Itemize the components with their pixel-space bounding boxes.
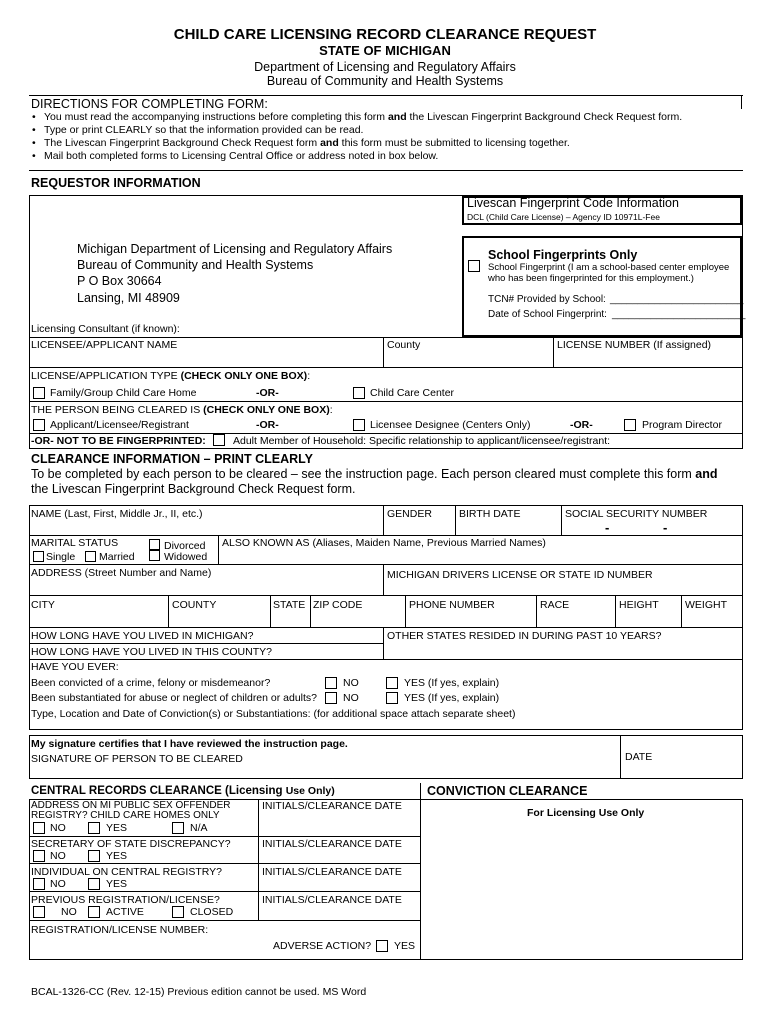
license-number-label: LICENSE NUMBER (If assigned) <box>557 339 712 351</box>
program-director-checkbox[interactable] <box>624 419 636 431</box>
school-fingerprint-text2: who has been fingerprinted for this employment.) <box>488 273 694 284</box>
applicant-label: Applicant/Licensee/Registrant <box>50 419 189 431</box>
ssn-label: SOCIAL SECURITY NUMBER <box>565 508 708 520</box>
convicted-yes-label: YES (If yes, explain) <box>404 677 500 689</box>
previous-registration-active-checkbox[interactable] <box>88 906 100 918</box>
ssn-dash: - <box>605 520 610 535</box>
family-home-label: Family/Group Child Care Home <box>50 387 197 399</box>
initials-date-label: INITIALS/CLEARANCE DATE <box>262 866 402 878</box>
previous-registration-no-label: NO <box>61 906 77 918</box>
previous-registration-closed-checkbox[interactable] <box>172 906 184 918</box>
adverse-action-yes-label: YES <box>394 940 416 952</box>
adult-household-checkbox[interactable] <box>213 434 225 446</box>
central-registry-no-label: NO <box>50 878 66 890</box>
single-checkbox[interactable] <box>33 551 44 562</box>
sex-offender-yes-label: YES <box>106 822 128 834</box>
conviction-clearance-heading: CONVICTION CLEARANCE <box>427 784 588 798</box>
certify-statement: My signature certifies that I have reviewed the instruction page. <box>31 738 348 750</box>
lived-county-label: HOW LONG HAVE YOU LIVED IN THIS COUNTY? <box>31 646 272 658</box>
child-care-center-checkbox[interactable] <box>353 387 365 399</box>
mailing-address-line3: P O Box 30664 <box>77 274 162 288</box>
school-fingerprint-text1: School Fingerprint (I am a school-based center employee <box>488 262 730 273</box>
sex-offender-yes-checkbox[interactable] <box>88 822 100 834</box>
name-label: NAME (Last, First, Middle Jr., II, etc.) <box>31 508 203 520</box>
state-id-label: MICHIGAN DRIVERS LICENSE OR STATE ID NUMBER <box>387 569 653 581</box>
designee-label: Licensee Designee (Centers Only) <box>370 419 531 431</box>
sex-offender-question-line1: ADDRESS ON MI PUBLIC SEX OFFENDER <box>31 800 231 811</box>
license-type-label: LICENSE/APPLICATION TYPE (CHECK ONLY ONE BOX): <box>31 370 311 382</box>
form-code: BCAL-1326-CC (Rev. 12-15) Previous edition cannot be used. MS Word <box>31 986 367 998</box>
conviction-details-label: Type, Location and Date of Conviction(s) or Substantiations: (for additional space attach separate sheet) <box>31 708 516 720</box>
previous-registration-question: PREVIOUS REGISTRATION/LICENSE? <box>31 894 220 906</box>
mailing-address-line2: Bureau of Community and Health Systems <box>77 258 314 272</box>
county-label: COUNTY <box>172 599 217 611</box>
divorced-checkbox[interactable] <box>149 539 160 550</box>
substantiated-no-checkbox[interactable] <box>325 692 337 704</box>
central-registry-no-checkbox[interactable] <box>33 878 45 890</box>
zip-label: ZIP CODE <box>313 599 363 611</box>
central-registry-question: INDIVIDUAL ON CENTRAL REGISTRY? <box>31 866 222 878</box>
central-records-heading: CENTRAL RECORDS CLEARANCE (Licensing Use Only) <box>31 785 335 797</box>
direction-item-1: You must read the accompanying instructions before completing this form and the Livescan Fingerprint Background Check Request form. <box>44 111 683 123</box>
school-date-label: Date of School Fingerprint: <box>488 309 607 320</box>
sex-offender-na-label: N/A <box>190 822 208 834</box>
signature-label: SIGNATURE OF PERSON TO BE CLEARED <box>31 753 243 765</box>
school-fingerprints-title: School Fingerprints Only <box>488 248 638 262</box>
convicted-no-label: NO <box>343 677 359 689</box>
registration-number-label: REGISTRATION/LICENSE NUMBER: <box>31 924 209 936</box>
direction-item-3: The Livescan Fingerprint Background Check Request form and this form must be submitted to licensing together. <box>44 137 570 149</box>
state-name: STATE OF MICHIGAN <box>319 43 451 58</box>
sos-question: SECRETARY OF STATE DISCREPANCY? <box>31 838 231 850</box>
mailing-address-line4: Lansing, MI 48909 <box>77 291 180 305</box>
previous-registration-no-checkbox[interactable] <box>33 906 45 918</box>
bullet-icon: • <box>32 150 36 162</box>
convicted-yes-checkbox[interactable] <box>386 677 398 689</box>
bullet-icon: • <box>32 111 36 123</box>
phone-label: PHONE NUMBER <box>409 599 495 611</box>
or-label: -OR- <box>256 419 279 431</box>
sex-offender-no-checkbox[interactable] <box>33 822 45 834</box>
direction-item-4: Mail both completed forms to Licensing Central Office or address noted in box below. <box>44 150 439 162</box>
signature-date-label: DATE <box>625 751 653 763</box>
sex-offender-question-line2: REGISTRY? CHILD CARE HOMES ONLY <box>31 810 220 821</box>
family-home-checkbox[interactable] <box>33 387 45 399</box>
lived-michigan-label: HOW LONG HAVE YOU LIVED IN MICHIGAN? <box>31 630 254 642</box>
single-label: Single <box>46 551 76 563</box>
mailing-address-line1: Michigan Department of Licensing and Regulatory Affairs <box>77 242 393 256</box>
also-known-as-label: ALSO KNOWN AS (Aliases, Maiden Name, Previous Married Names) <box>222 537 546 549</box>
convicted-question: Been convicted of a crime, felony or misdemeanor? <box>31 677 271 689</box>
height-label: HEIGHT <box>619 599 659 611</box>
direction-item-2: Type or print CLEARLY so that the information provided can be read. <box>44 124 364 136</box>
initials-date-label: INITIALS/CLEARANCE DATE <box>262 894 402 906</box>
have-you-ever-label: HAVE YOU EVER: <box>31 661 119 673</box>
state-label: STATE <box>273 599 306 611</box>
form-title: CHILD CARE LICENSING RECORD CLEARANCE REQUEST <box>173 26 597 43</box>
licensing-use-only-label: For Licensing Use Only <box>527 807 645 819</box>
requestor-heading: REQUESTOR INFORMATION <box>31 176 201 190</box>
divorced-label: Divorced <box>164 540 206 552</box>
widowed-label: Widowed <box>164 551 208 563</box>
applicant-checkbox[interactable] <box>33 419 45 431</box>
substantiated-no-label: NO <box>343 692 359 704</box>
ssn-dash: - <box>663 520 668 535</box>
sos-no-checkbox[interactable] <box>33 850 45 862</box>
not-fingerprinted-label: -OR- NOT TO BE FINGERPRINTED: <box>31 435 206 447</box>
directions-title: DIRECTIONS FOR COMPLETING FORM: <box>31 97 268 111</box>
consultant-label: Licensing Consultant (if known): <box>31 323 180 335</box>
widowed-checkbox[interactable] <box>149 550 160 561</box>
school-fingerprint-checkbox[interactable] <box>468 260 480 272</box>
bureau-name: Bureau of Community and Health Systems <box>266 74 504 88</box>
substantiated-question: Been substantiated for abuse or neglect of children or adults? <box>31 692 318 704</box>
designee-checkbox[interactable] <box>353 419 365 431</box>
child-care-center-label: Child Care Center <box>370 387 455 399</box>
central-registry-yes-label: YES <box>106 878 128 890</box>
licensee-name-label: LICENSEE/APPLICANT NAME <box>31 339 178 351</box>
adult-household-label: Adult Member of Household: Specific relationship to applicant/licensee/registrant: <box>233 435 611 447</box>
married-checkbox[interactable] <box>85 551 96 562</box>
clearance-intro-line1: To be completed by each person to be cleared – see the instruction page. Each person cleared must complete this form and <box>31 467 718 481</box>
city-label: CITY <box>31 599 55 611</box>
bullet-icon: • <box>32 137 36 149</box>
adverse-action-label: ADVERSE ACTION? <box>273 940 372 952</box>
livescan-agency: DCL (Child Care License) – Agency ID 10971L-Fee <box>467 212 660 222</box>
sex-offender-no-label: NO <box>50 822 66 834</box>
sos-no-label: NO <box>50 850 66 862</box>
program-director-label: Program Director <box>642 419 722 431</box>
address-label: ADDRESS (Street Number and Name) <box>31 567 212 579</box>
convicted-no-checkbox[interactable] <box>325 677 337 689</box>
initials-date-label: INITIALS/CLEARANCE DATE <box>262 838 402 850</box>
tcn-label: TCN# Provided by School: <box>488 294 606 305</box>
or-label: -OR- <box>256 387 279 399</box>
school-date-input-line[interactable]: ________________________ <box>612 309 746 320</box>
race-label: RACE <box>540 599 570 611</box>
sex-offender-na-checkbox[interactable] <box>172 822 184 834</box>
substantiated-yes-label: YES (If yes, explain) <box>404 692 500 704</box>
sos-yes-checkbox[interactable] <box>88 850 100 862</box>
clearance-intro-line2: the Livescan Fingerprint Background Check Request form. <box>31 482 356 496</box>
bullet-icon: • <box>32 124 36 136</box>
central-registry-yes-checkbox[interactable] <box>88 878 100 890</box>
adverse-action-yes-checkbox[interactable] <box>376 940 388 952</box>
gender-label: GENDER <box>387 508 432 520</box>
substantiated-yes-checkbox[interactable] <box>386 692 398 704</box>
previous-registration-closed-label: CLOSED <box>190 906 234 918</box>
clearance-heading: CLEARANCE INFORMATION – PRINT CLEARLY <box>31 452 313 466</box>
initials-date-label: INITIALS/CLEARANCE DATE <box>262 800 402 812</box>
married-label: Married <box>99 551 135 563</box>
marital-status-label: MARITAL STATUS <box>31 537 119 549</box>
person-cleared-label: THE PERSON BEING CLEARED IS (CHECK ONLY ONE BOX): <box>31 404 333 416</box>
department-name: Department of Licensing and Regulatory Affairs <box>254 60 516 74</box>
weight-label: WEIGHT <box>685 599 727 611</box>
tcn-input-line[interactable]: ________________________ <box>610 294 744 305</box>
other-states-label: OTHER STATES RESIDED IN DURING PAST 10 YEARS? <box>387 630 662 642</box>
or-label: -OR- <box>570 419 593 431</box>
livescan-title: Livescan Fingerprint Code Information <box>467 196 679 210</box>
licensee-county-label: County <box>387 339 421 351</box>
birth-date-label: BIRTH DATE <box>459 508 521 520</box>
previous-registration-active-label: ACTIVE <box>106 906 144 918</box>
sos-yes-label: YES <box>106 850 128 862</box>
